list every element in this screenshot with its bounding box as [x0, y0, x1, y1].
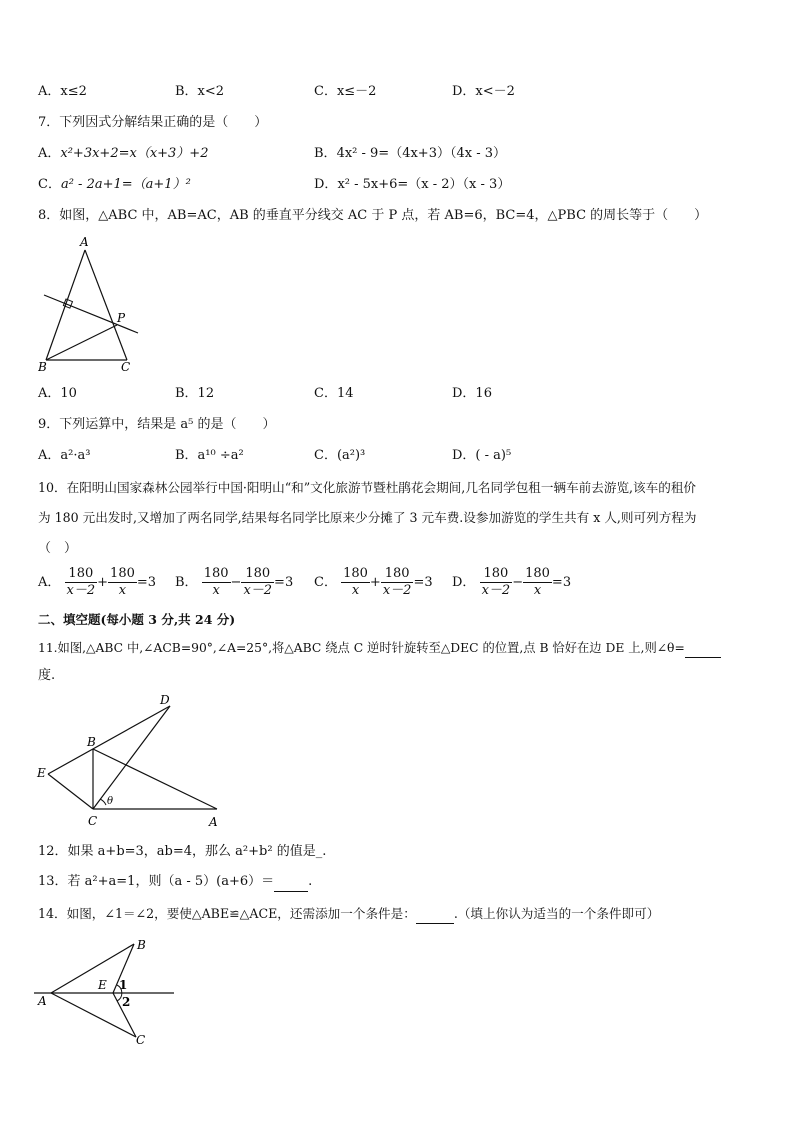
q10-d-eq: =3 [551, 575, 572, 590]
q10-option-c: C． $\frac{180}{x}$ + $\frac{180}{x-2}$ =3 [314, 566, 433, 598]
q10-b-frac-1 [202, 566, 231, 599]
q11-rotation-figure [34, 692, 220, 832]
q10-a-eq: =3 [136, 575, 157, 590]
q10-a-den-1: x－2 [66, 583, 96, 598]
q8-label-a: A [80, 235, 89, 249]
q11-label-e: E [37, 766, 46, 780]
q10-b-frac-2 [241, 566, 274, 599]
q14-angle-figure [34, 934, 180, 1049]
q7-c-label: C． [38, 177, 61, 192]
q10-b-eq: =3 [274, 575, 294, 590]
q14-label-angle-2: 2 [122, 995, 131, 1009]
q11-label-c: C [88, 814, 98, 828]
q11-label-a: A [209, 815, 218, 829]
q10-a-frac-1 [65, 566, 98, 599]
section-2-heading: 二、填空题(每小题 3 分,共 24 分) [38, 612, 236, 627]
q10-c-den-1: x [351, 583, 360, 598]
q14-label-e: E [98, 978, 107, 992]
q10-b-label: B． [175, 575, 198, 590]
q10-d-den-1: x－2 [481, 583, 511, 598]
q14-label-b: B [137, 938, 146, 952]
q8-label-p: P [117, 311, 126, 325]
q7-stem: 7．下列因式分解结果正确的是（ ） [38, 115, 268, 130]
q7-d-text: x² - 5x+6=（x - 2）（x - 3） [337, 177, 511, 192]
q6-option-d: D．x<－2 [452, 84, 515, 99]
q10-option-a: A． $\frac{180}{x-2}$ + $\frac{180}{x}$ =3 [38, 566, 157, 598]
q10-c-frac-2 [381, 566, 414, 599]
q11-label-b: B [87, 735, 96, 749]
q8-label-c: C [121, 360, 131, 372]
q7-b-text: 4x² - 9=（4x+3）（4x - 3） [336, 146, 506, 161]
q10-c-eq: =3 [413, 575, 433, 590]
q10-line-1: 10．在阳明山国家森林公园举行中国·阳明山“和”文化旅游节暨杜鹃花会期间,几名同学包租一辆车前去游览,该车的租价 [38, 480, 697, 495]
q9-option-c: C．(a²)³ [314, 448, 366, 463]
q10-option-d: D． $\frac{180}{x-2}$ − $\frac{180}{x}$ =3 [452, 566, 572, 598]
q14-blank[interactable] [416, 905, 454, 924]
q10-c-label: C． [314, 575, 337, 590]
q10-d-num-1: 180 [480, 566, 513, 583]
q10-a-label: A． [38, 575, 61, 590]
q9-option-a: A．a²·a³ [38, 448, 91, 463]
q14-line [38, 905, 659, 924]
q13-line [38, 873, 312, 892]
q10-d-den-2: x [533, 583, 542, 598]
q7-d-label: D． [314, 177, 338, 192]
q8-option-b: B．12 [175, 386, 215, 401]
q8-label-b: B [38, 360, 47, 372]
q10-c-num-2: 180 [381, 566, 414, 583]
q13-text: 13．若 a²+a=1，则（a - 5）(a+6）＝ [38, 874, 275, 889]
q10-a-num-1: 180 [65, 566, 98, 583]
q11-label-d: D [160, 693, 170, 707]
q10-c-num-1: 180 [343, 566, 368, 581]
q12-text: 12．如果 a+b=3，ab=4，那么 a²+b² 的值是_. [38, 844, 327, 859]
q8-triangle-figure [38, 232, 148, 372]
q10-b-num-2: 180 [241, 566, 274, 583]
q7-a-label: A． [38, 146, 61, 161]
q8-stem: 8．如图，△ABC 中，AB=AC，AB 的垂直平分线交 AC 于 P 点，若 AB=6，BC=4，△PBC 的周长等于（ ） [38, 208, 708, 223]
q10-option-b: B． $\frac{180}{x}$ − $\frac{180}{x-2}$ =3 [175, 566, 294, 598]
q9-stem: 9．下列运算中，结果是 a⁵ 的是（ ） [38, 417, 276, 432]
q10-d-num-2: 180 [525, 566, 550, 581]
q7-a-text: x²+3x+2=x（x+3）+2 [60, 146, 209, 161]
q14-text: 14．如图，∠1＝∠2，要使△ABE≌△ACE，还需添加一个条件是： [38, 906, 416, 921]
q10-a-num-2: 180 [110, 566, 135, 581]
q10-c-frac-1 [341, 566, 370, 599]
q10-line-2: 为 180 元出发时,又增加了两名同学,结果每名同学比原来少分摊了 3 元车费.设参加游览的学生共有 x 人,则可列方程为 [38, 510, 697, 525]
q13-end: . [308, 874, 313, 889]
q10-d-frac-2 [523, 566, 552, 599]
q8-option-c: C．14 [314, 386, 354, 401]
q7-option-a [38, 145, 208, 163]
q6-option-b: B．x<2 [175, 84, 225, 99]
q11-line-2: 度. [38, 668, 56, 683]
q10-c-den-2: x－2 [382, 583, 412, 598]
q10-d-frac-1 [480, 566, 513, 599]
q8-option-d: D．16 [452, 386, 492, 401]
q9-option-b: B．a¹⁰ ÷a² [175, 448, 244, 463]
q11-line-1 [38, 639, 721, 658]
q11-label-theta: θ [107, 796, 114, 807]
q7-option-b [314, 145, 506, 163]
q7-option-d [314, 176, 510, 194]
q14-label-c: C [136, 1033, 146, 1047]
q10-a-frac-2 [108, 566, 137, 599]
q9-option-d: D．( - a)⁵ [452, 448, 512, 463]
q10-line-3: （ ） [38, 541, 78, 556]
q10-b-den-1: x [212, 583, 220, 598]
q10-a-den-2: x [118, 583, 127, 598]
q13-blank[interactable] [274, 873, 308, 892]
q8-option-a: A．10 [38, 386, 77, 401]
q14-tail: .（填上你认为适当的一个条件即可） [453, 906, 660, 921]
q14-label-angle-1: 1 [119, 978, 128, 992]
q6-option-a: A．x≤2 [38, 84, 87, 99]
q11-text: 11.如图,△ABC 中,∠ACB=90°,∠A=25°,将△ABC 绕点 C 逆时针旋转至△DEC 的位置,点 B 恰好在边 DE 上,则∠θ= [38, 641, 685, 655]
q6-option-c: C．x≤－2 [314, 84, 377, 99]
q7-c-text: a² - 2a+1=（a+1）² [60, 177, 191, 192]
q7-b-label: B． [314, 146, 337, 161]
q10-b-den-2: x－2 [243, 583, 273, 598]
q7-option-c [38, 176, 191, 194]
q10-b-num-1: 180 [203, 566, 229, 581]
q11-blank[interactable] [685, 639, 721, 658]
q14-label-a: A [38, 994, 47, 1008]
q10-d-label: D． [452, 575, 476, 590]
